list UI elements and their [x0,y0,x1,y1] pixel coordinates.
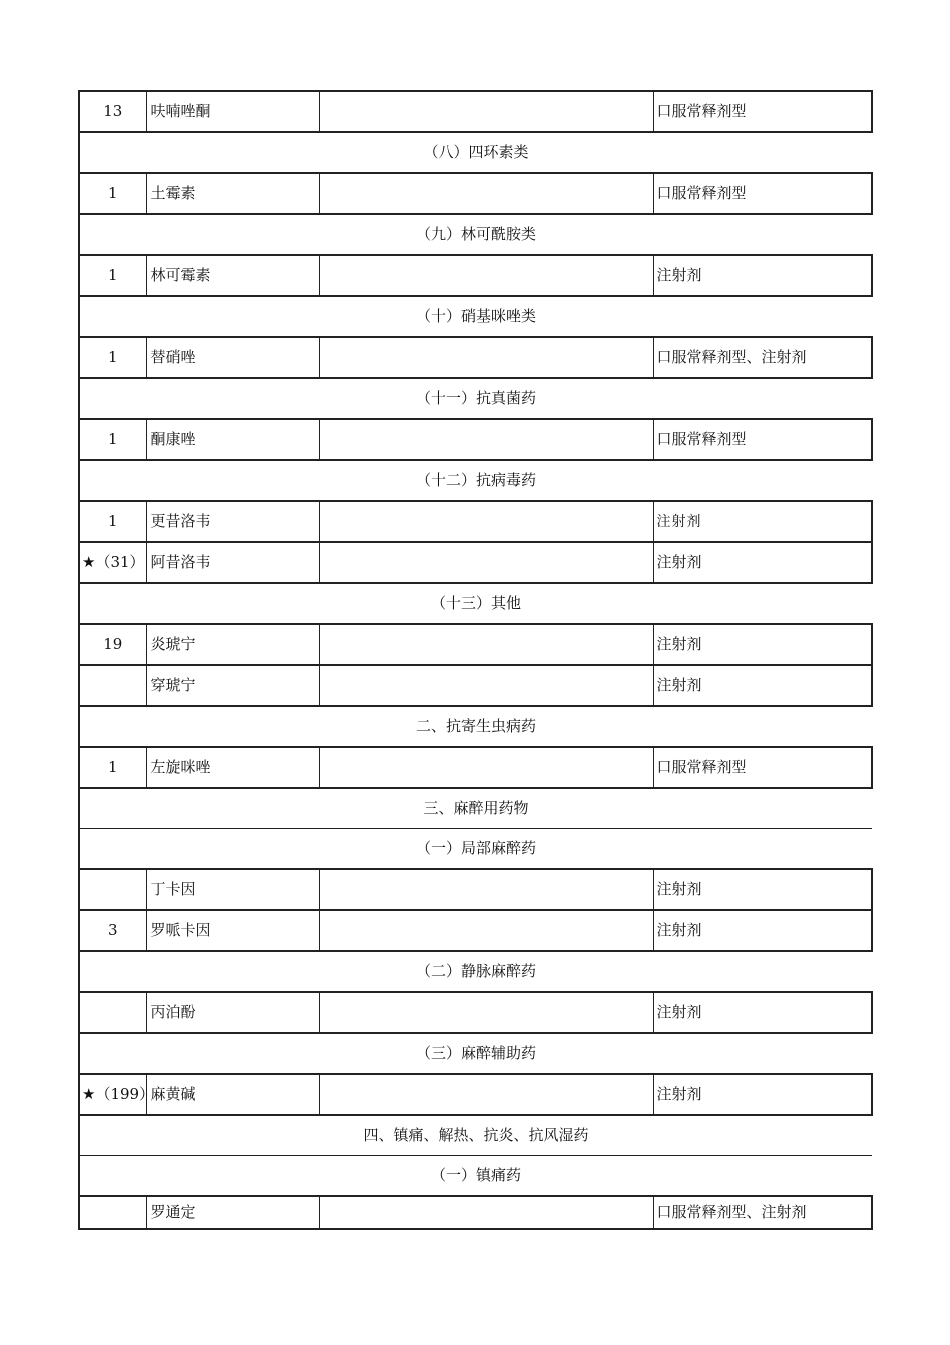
table-row [79,665,872,706]
section-header-row [79,1033,872,1074]
table-row [79,542,872,583]
spec-cell [319,542,653,583]
section-header-row [79,951,872,992]
serial-number-cell [79,992,146,1033]
spec-cell [319,992,653,1033]
dosage-form-cell: 口服常释剂型、注射剂 [653,337,872,378]
spec-cell [319,1074,653,1115]
drug-name-cell: 替硝唑 [146,337,319,378]
serial-number-cell: 1 [79,501,146,542]
spec-cell [319,419,653,460]
spec-cell [319,624,653,665]
drug-name-cell: 呋喃唑酮 [146,91,319,132]
section-header-row [79,296,872,337]
section-title: （十二）抗病毒药 [79,460,872,501]
section-title: （十三）其他 [79,583,872,624]
drug-name-cell: 丁卡因 [146,869,319,910]
drug-name-cell: 阿昔洛韦 [146,542,319,583]
table-row [79,910,872,951]
drug-name-cell: 穿琥宁 [146,665,319,706]
drug-name-cell: 左旋咪唑 [146,747,319,788]
drug-name-cell: 麻黄碱 [146,1074,319,1115]
serial-number-cell: ★（31） [79,542,146,583]
spec-cell [319,869,653,910]
section-title: 三、麻醉用药物 [79,788,872,829]
section-header-row [79,378,872,419]
serial-number-cell: 1 [79,419,146,460]
table-row [79,1196,872,1229]
section-header-row [79,1156,872,1197]
table-row [79,419,872,460]
section-title: （一）局部麻醉药 [79,829,872,870]
serial-number-cell: 1 [79,173,146,214]
drug-name-cell: 更昔洛韦 [146,501,319,542]
dosage-form-cell: 口服常释剂型 [653,91,872,132]
section-title: （九）林可酰胺类 [79,214,872,255]
serial-number-cell: 1 [79,255,146,296]
table-row [79,869,872,910]
section-header-row [79,460,872,501]
table-row [79,91,872,132]
table-row [79,747,872,788]
drug-name-cell: 炎琥宁 [146,624,319,665]
section-header-row [79,829,872,870]
table-row [79,173,872,214]
section-header-row [79,706,872,747]
section-header-row [79,1115,872,1156]
serial-number-cell: 1 [79,747,146,788]
dosage-form-cell: 注射剂 [653,910,872,951]
section-header-row [79,788,872,829]
table-row [79,992,872,1033]
dosage-form-cell: 注射剂 [653,501,872,542]
dosage-form-cell: 注射剂 [653,624,872,665]
drug-name-cell: 罗哌卡因 [146,910,319,951]
dosage-form-cell: 注射剂 [653,992,872,1033]
section-title: （一）镇痛药 [79,1156,872,1197]
section-title: （二）静脉麻醉药 [79,951,872,992]
section-header-row [79,214,872,255]
serial-number-cell: 19 [79,624,146,665]
section-header-row [79,583,872,624]
serial-number-cell [79,665,146,706]
spec-cell [319,173,653,214]
table-row [79,1074,872,1115]
drug-list-table [78,90,873,1230]
dosage-form-cell: 注射剂 [653,665,872,706]
section-title: （十）硝基咪唑类 [79,296,872,337]
section-title: 二、抗寄生虫病药 [79,706,872,747]
section-title: （三）麻醉辅助药 [79,1033,872,1074]
section-header-row [79,132,872,173]
serial-number-cell: 1 [79,337,146,378]
serial-number-cell [79,869,146,910]
drug-name-cell: 林可霉素 [146,255,319,296]
section-title: （八）四环素类 [79,132,872,173]
dosage-form-cell: 口服常释剂型、注射剂 [653,1196,872,1229]
spec-cell [319,255,653,296]
table-row [79,337,872,378]
spec-cell [319,1196,653,1229]
spec-cell [319,337,653,378]
spec-cell [319,665,653,706]
spec-cell [319,501,653,542]
serial-number-cell: ★（199） [79,1074,146,1115]
serial-number-cell: 13 [79,91,146,132]
dosage-form-cell: 口服常释剂型 [653,419,872,460]
spec-cell [319,910,653,951]
drug-name-cell: 酮康唑 [146,419,319,460]
table-row [79,255,872,296]
dosage-form-cell: 口服常释剂型 [653,173,872,214]
drug-list-body [79,91,872,1229]
dosage-form-cell: 注射剂 [653,255,872,296]
dosage-form-cell: 注射剂 [653,542,872,583]
dosage-form-cell: 注射剂 [653,869,872,910]
dosage-form-cell: 口服常释剂型 [653,747,872,788]
section-title: （十一）抗真菌药 [79,378,872,419]
table-row [79,624,872,665]
dosage-form-cell: 注射剂 [653,1074,872,1115]
drug-name-cell: 丙泊酚 [146,992,319,1033]
table-row [79,501,872,542]
drug-name-cell: 罗通定 [146,1196,319,1229]
serial-number-cell: 3 [79,910,146,951]
serial-number-cell [79,1196,146,1229]
spec-cell [319,747,653,788]
drug-name-cell: 土霉素 [146,173,319,214]
section-title: 四、镇痛、解热、抗炎、抗风湿药 [79,1115,872,1156]
spec-cell [319,91,653,132]
